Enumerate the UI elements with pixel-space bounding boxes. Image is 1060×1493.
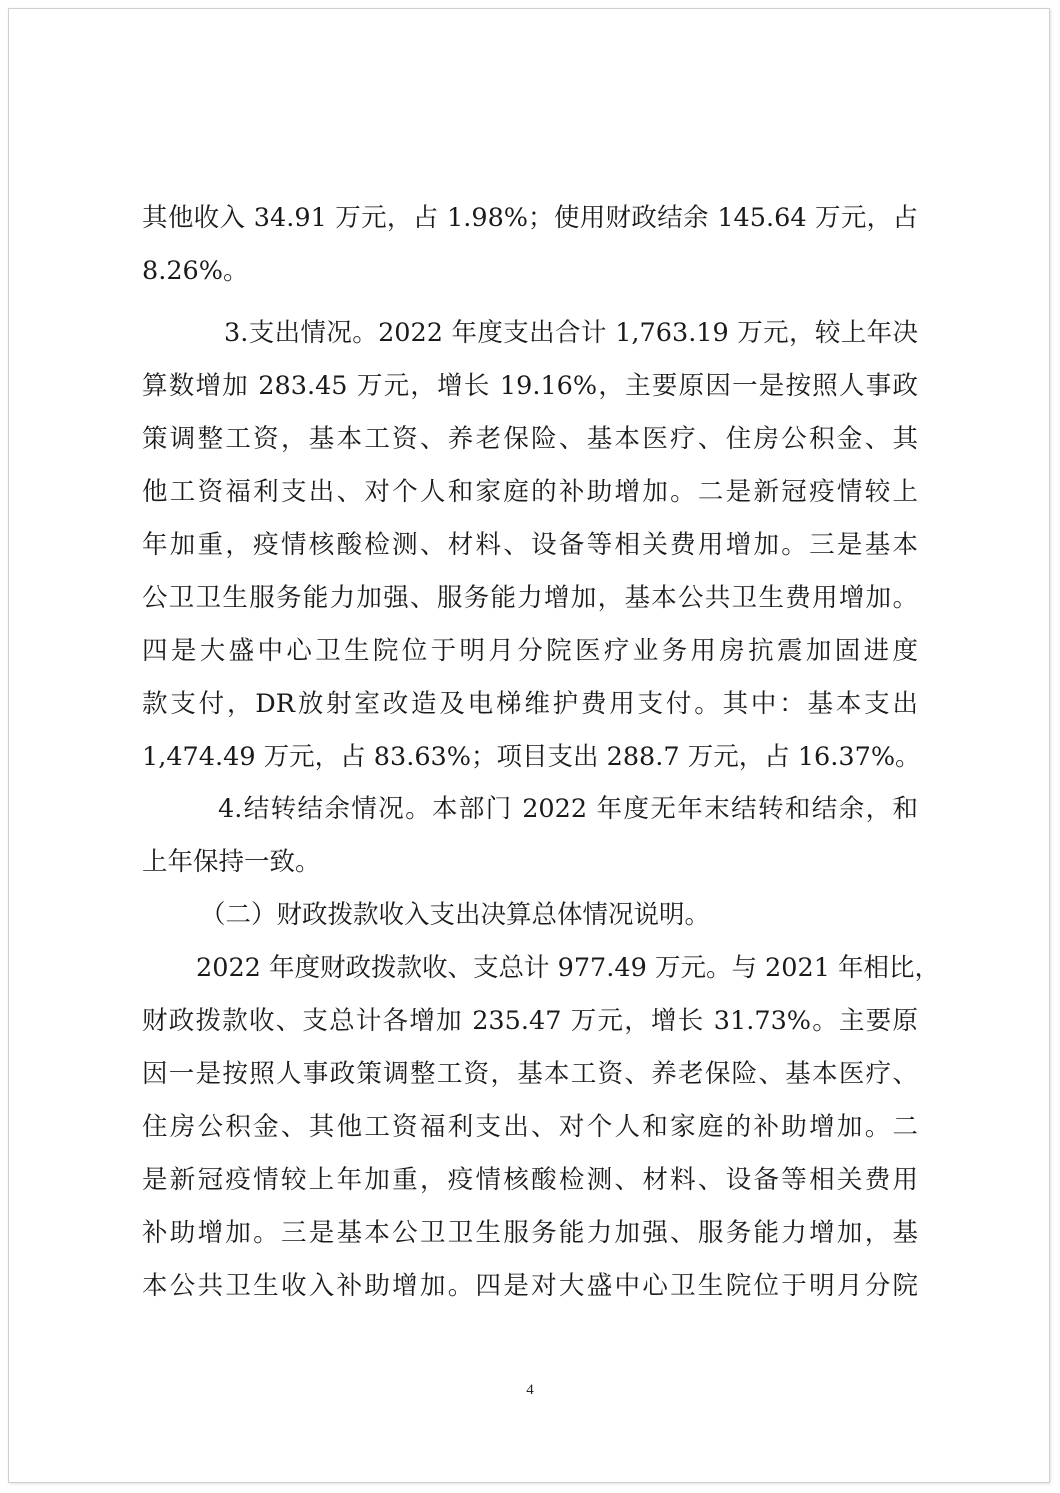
text-line-19: 是新冠疫情较上年加重，疫情核酸检测、材料、设备等相关费用 bbox=[142, 1165, 918, 1195]
section-heading: （二）财政拨款收入支出决算总体情况说明。 bbox=[200, 900, 711, 930]
text-line-3: 3.支出情况。2022 年度支出合计 1,763.19 万元，较上年决 bbox=[224, 318, 918, 348]
text-line-16: 财政拨款收、支总计各增加 235.47 万元，增长 31.73%。主要原 bbox=[142, 1006, 918, 1036]
text-line-6: 他工资福利支出、对个人和家庭的补助增加。二是新冠疫情较上 bbox=[142, 477, 918, 507]
text-line-21: 本公共卫生收入补助增加。四是对大盛中心卫生院位于明月分院 bbox=[142, 1271, 918, 1301]
text-line-17: 因一是按照人事政策调整工资，基本工资、养老保险、基本医疗、 bbox=[142, 1059, 918, 1089]
text-line-10: 款支付，DR放射室改造及电梯维护费用支付。其中：基本支出 bbox=[142, 689, 918, 719]
text-line-7: 年加重，疫情核酸检测、材料、设备等相关费用增加。三是基本 bbox=[142, 530, 918, 560]
text-line-2: 8.26%。 bbox=[142, 256, 249, 286]
text-line-15: 2022 年度财政拨款收、支总计 977.49 万元。与 2021 年相比， bbox=[196, 953, 941, 983]
text-line-13: 上年保持一致。 bbox=[142, 847, 321, 877]
text-line-9: 四是大盛中心卫生院位于明月分院医疗业务用房抗震加固进度 bbox=[142, 636, 918, 666]
text-line-5: 策调整工资，基本工资、养老保险、基本医疗、住房公积金、其 bbox=[142, 424, 918, 454]
text-line-18: 住房公积金、其他工资福利支出、对个人和家庭的补助增加。二 bbox=[142, 1112, 918, 1142]
text-line-1: 其他收入 34.91 万元，占 1.98%；使用财政结余 145.64 万元，占 bbox=[142, 203, 918, 233]
text-line-20: 补助增加。三是基本公卫卫生服务能力加强、服务能力增加，基 bbox=[142, 1218, 918, 1248]
page-number: 4 bbox=[526, 1382, 534, 1398]
text-line-8: 公卫卫生服务能力加强、服务能力增加，基本公共卫生费用增加。 bbox=[142, 583, 918, 613]
text-line-12: 4.结转结余情况。本部门 2022 年度无年末结转和结余，和 bbox=[218, 794, 918, 824]
text-line-11: 1,474.49 万元，占 83.63%；项目支出 288.7 万元，占 16.37%。 bbox=[142, 742, 921, 772]
text-line-4: 算数增加 283.45 万元，增长 19.16%，主要原因一是按照人事政 bbox=[142, 371, 918, 401]
